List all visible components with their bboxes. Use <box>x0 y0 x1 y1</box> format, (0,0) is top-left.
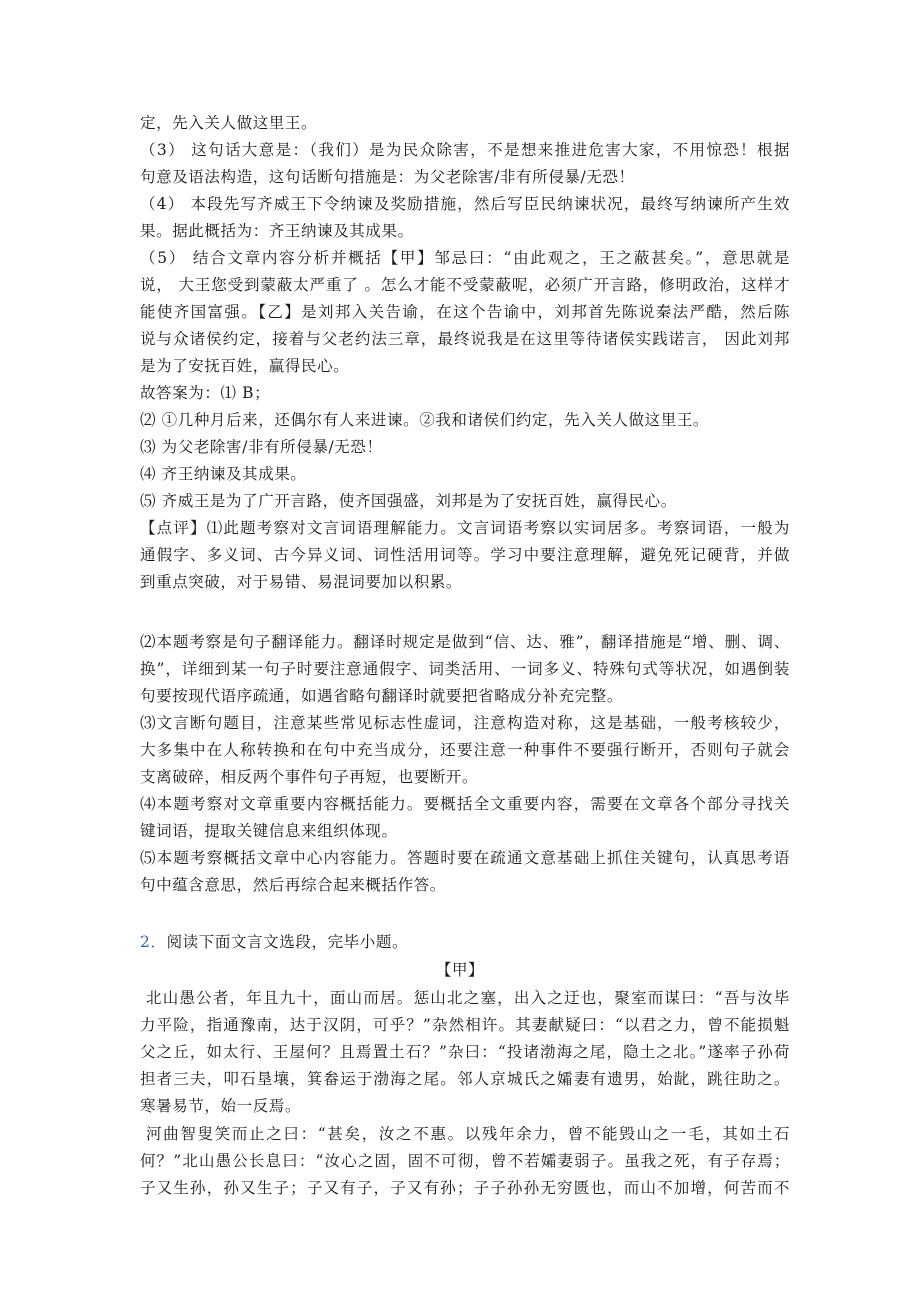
answer-line: ⑵ ①几种月后来，还偶尔有人来进谏。②我和诸侯们约定，先入关人做这里王。 <box>140 411 710 429</box>
commentary-line: 【点评】⑴此题考察对文言词语理解能力。文言词语考察以实词居多。考察词语，一般为 <box>140 519 790 537</box>
answer-line: 故答案为：⑴ B； <box>140 384 271 402</box>
text-line: 是为了安抚百姓，赢得民心。 <box>140 357 350 375</box>
answer-line: ⑸ 齐威王是为了广开言路，使齐国强盛，刘邦是为了安抚百姓，赢得民心。 <box>140 492 677 510</box>
text-line: （5） 结合文章内容分析并概括【甲】邹忌曰：“由此观之，王之蔽甚矣。”，意思就是 <box>140 249 790 267</box>
commentary-line: ⑵本题考察是句子翻译能力。翻译时规定是做到“信、达、雅”，翻译措施是“增、删、调、 <box>140 633 790 651</box>
text-line: 果。据此概括为：齐王纳谏及其成果。 <box>140 222 414 240</box>
commentary-line: 句要按现代语序疏通，如遇省略句翻译时就要把省略成分补充完整。 <box>140 687 624 705</box>
text-line: （3） 这句话大意是：（我们）是为民众除害，不是想来推进危害大家，不用惊恐！根据 <box>140 141 790 159</box>
passage-line: 北山愚公者，年且九十，面山而居。惩山北之塞，出入之迂也，聚室而谋曰：“吾与汝毕 <box>146 989 790 1007</box>
passage-line: 河曲智叟笑而止之曰：“甚矣，汝之不惠。以残年余力，曾不能毁山之一毛，其如土石 <box>146 1125 790 1143</box>
text-line: 定，先入关人做这里王。 <box>140 114 318 132</box>
passage-line: 力平险，指通豫南，达于汉阴，可乎？”杂然相许。其妻献疑曰：“以君之力，曾不能损魁 <box>140 1016 790 1034</box>
passage-line: 担者三夫，叩石垦壤，箕畚运于渤海之尾。邻人京城氏之孀妻有遗男，始龀，跳往助之。 <box>140 1070 790 1088</box>
text-line: 说与众诸侯约定，接着与父老约法三章，最终说我是在这里等待诸侯实践诺言， 因此刘邦 <box>140 330 790 348</box>
question-number: 2． <box>140 933 167 951</box>
passage-line: 父之丘，如太行、王屋何？且焉置土石？”杂曰：“投诸渤海之尾，隐土之北。”遂率子孙荷 <box>140 1043 790 1061</box>
question-heading <box>140 932 790 952</box>
commentary-line: 句中蕴含意思，然后再综合起来概括作答。 <box>140 876 446 894</box>
answer-line: ⑶ 为父老除害/非有所侵暴/无恐！ <box>140 438 383 456</box>
commentary-line: 键词语，提取关键信息来组织体现。 <box>140 822 398 840</box>
text-line: （4） 本段先写齐威王下令纳谏及奖励措施，然后写臣民纳谏状况，最终写纳谏所产生效 <box>140 195 790 213</box>
commentary-line: 通假字、多义词、古今异义词、词性活用词等。学习中要注意理解，避免死记硬背，并做 <box>140 546 790 564</box>
passage-line: 何？”北山愚公长息曰：“汝心之固，固不可彻，曾不若孀妻弱子。虽我之死，有子存焉； <box>140 1152 790 1170</box>
commentary-line: 支离破碎，相反两个事件句子再短，也要断开。 <box>140 768 479 786</box>
commentary-line: 到重点突破，对于易错、易混词要加以积累。 <box>140 573 463 591</box>
commentary-line: 换”，详细到某一句子时要注意通假字、词类活用、一词多义、特殊句式等状况，如遇倒装 <box>140 660 790 678</box>
commentary-line: ⑸本题考察概括文章中心内容能力。答题时要在疏通文意基础上抓住关键句，认真思考语 <box>140 849 790 867</box>
answer-line: ⑷ 齐王纳谏及其成果。 <box>140 465 307 483</box>
commentary-line: 大多集中在人称转换和在句中充当成分，还要注意一种事件不要强行断开，否则句子就会 <box>140 741 790 759</box>
text-line: 说， 大王您受到蒙蔽太严重了 。怎么才能不受蒙蔽呢，必须广开言路，修明政治，这样才 <box>140 276 790 294</box>
commentary-line: ⑶文言断句题目，注意某些常见标志性虚词，注意构造对称，这是基础，一般考核较少， <box>140 714 790 732</box>
text-line: 能使齐国富强。【乙】是刘邦入关告谕，在这个告谕中，刘邦首先陈说秦法严酷，然后陈 <box>140 303 790 321</box>
passage-line: 寒暑易节，始一反焉。 <box>140 1097 302 1115</box>
question-prompt: 阅读下面文言文选段，完毕小题。 <box>166 933 409 951</box>
commentary-line: ⑷本题考察对文章重要内容概括能力。要概括全文重要内容，需要在文章各个部分寻找关 <box>140 795 790 813</box>
passage-line: 子又生孙，孙又生子；子又有子，子又有孙；子子孙孙无穷匮也，而山不加增，何苦而不 <box>140 1179 790 1197</box>
section-title: 【甲】 <box>435 961 485 979</box>
text-line: 句意及语法构造，这句话断句措施是：为父老除害/非有所侵暴/无恐！ <box>140 168 635 186</box>
